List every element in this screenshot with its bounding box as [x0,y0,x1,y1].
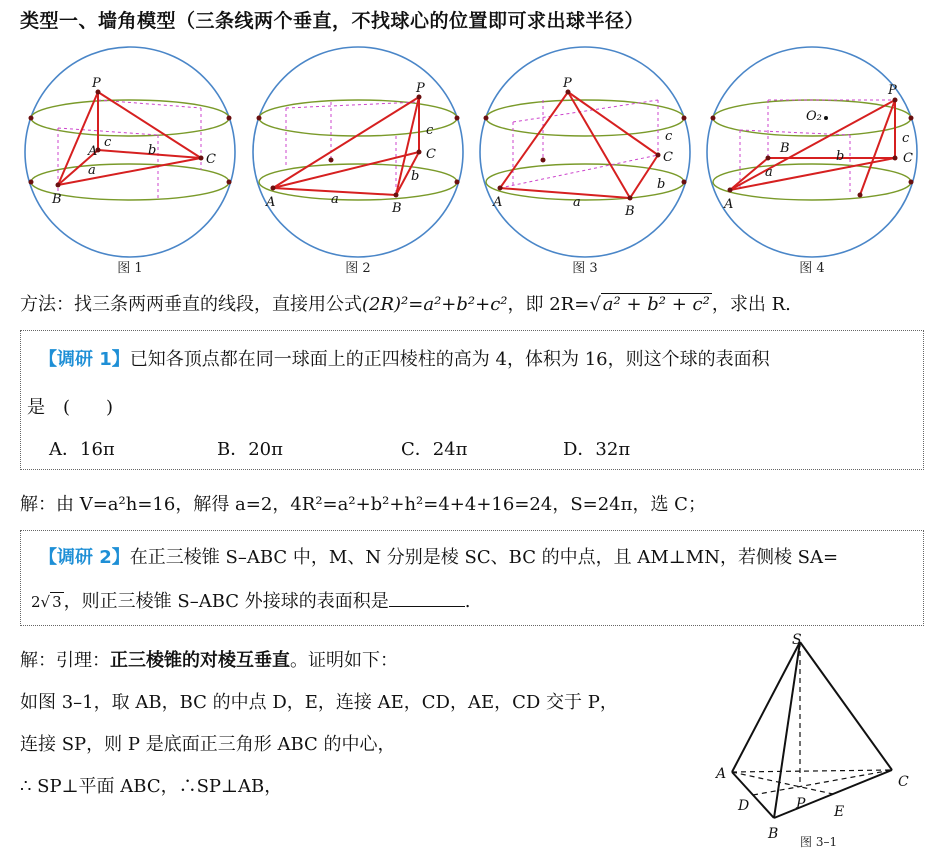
method-mid: ，即 2R= [507,294,590,315]
label-A: A [266,195,276,210]
method-formula: (2R)²=a²+b²+c² [362,294,508,315]
label-a: a [331,192,339,207]
label-a: a [88,163,96,178]
label-C: C [903,151,913,166]
label-D: D [738,798,750,814]
problem-2-end: . [464,591,471,612]
problem-2-text: 在正三棱锥 S–ABC 中，M、N 分别是棱 SC、BC 的中点，且 AM⊥MN，若侧棱 SA= [129,547,839,568]
label-P: P [416,81,425,96]
label-A: A [716,766,727,782]
problem-2-tag: 【调研 2】 [39,547,130,568]
problem-1-text: 已知各顶点都在同一球面上的正四棱柱的高为 4，体积为 16，则这个球的表面积 [129,349,770,370]
option-d[interactable]: D．32π [563,439,631,460]
section-title: 类型一、墙角模型（三条线两个垂直，不找球心的位置即可求出球半径） [20,10,645,32]
method-sqrt-body: a² + b² + c² [602,294,710,315]
figure-caption: 图 1 [117,261,143,276]
problem-2-sqrt: 3 [52,593,62,611]
label-C: C [426,147,436,162]
label-S: S [792,632,802,648]
label-c: c [665,129,673,144]
bottom-ellipse [259,164,457,200]
label-B: B [625,204,635,219]
problem-1-line-2: 是 ( ) [27,397,114,418]
figure-4 [707,47,917,276]
figure-3 [480,47,690,276]
problem-1-line-1 [39,345,770,371]
label-c: c [902,131,910,146]
label-b: b [657,177,666,192]
problem-2-text-2: ，则正三棱锥 S–ABC 外接球的表面积是 [63,591,389,612]
label-a: a [765,165,773,180]
tetrahedron-figure [712,630,932,850]
solution-2-line-2: 如图 3–1，取 AB，BC 的中点 D，E，连接 AE，CD，AE，CD 交于 P， [20,692,618,713]
sphere-outline [480,47,690,257]
label-c: c [426,123,434,138]
label-O2: O₂ [806,109,822,124]
label-C: C [663,150,673,165]
label-b: b [148,143,157,158]
label-E: E [834,804,845,820]
label-b: b [411,169,420,184]
figure-1 [25,47,235,276]
label-B: B [52,192,62,207]
problem-2-box [20,530,924,626]
sphere-outline [707,47,917,257]
method-line [20,290,791,316]
solution-2-lead: 解：引理： [20,650,110,671]
sqrt-icon: √ [40,593,51,611]
label-A: A [493,195,503,210]
label-a: a [573,195,581,210]
figure-caption: 图 3 [572,261,598,276]
option-c[interactable]: C．24π [401,439,468,460]
problem-2-coef: 2 [31,593,41,611]
answer-blank[interactable] [389,590,465,607]
tetra-caption: 图 3–1 [800,835,838,849]
label-C: C [898,774,909,790]
sphere-figures [18,40,928,280]
label-P: P [563,76,572,91]
solution-2-line-3: 连接 SP，则 P 是底面正三角形 ABC 的中心， [20,734,396,755]
figure-caption: 图 2 [345,261,371,276]
solution-2-line-1 [20,646,398,672]
solution-1: 解：由 V=a²h=16，解得 a=2，4R²=a²+b²+h²=4+4+16=24，S=24π，选 C； [20,494,706,515]
label-B: B [392,201,402,216]
label-A: A [724,197,734,212]
figure-caption: 图 4 [799,261,825,276]
solution-2-line-4: ∴ SP⊥平面 ABC，∴SP⊥AB， [20,776,283,797]
problem-2-line-1 [39,543,838,569]
label-B: B [780,141,790,156]
problem-1-box [20,330,924,470]
label-B: B [768,826,779,842]
option-a[interactable]: A．16π [49,439,115,460]
option-b[interactable]: B．20π [217,439,283,460]
method-suffix: ，求出 R. [711,294,791,315]
label-c: c [104,135,112,150]
method-prefix: 方法：找三条两两垂直的线段，直接用公式 [20,294,362,315]
label-P: P [796,796,806,812]
label-P: P [92,76,101,91]
problem-2-line-2 [31,587,471,613]
top-ellipse [31,100,229,136]
label-P: P [888,83,897,98]
label-b: b [836,149,845,164]
figure-2 [253,47,463,276]
label-C: C [206,152,216,167]
top-ellipse [486,100,684,136]
lemma-text: 正三棱锥的对棱互垂直 [110,650,290,671]
problem-1-tag: 【调研 1】 [39,349,130,370]
label-A: A [88,144,98,159]
solution-2-lead-end: 。证明如下： [290,650,398,671]
sqrt-icon: √ [589,294,601,315]
